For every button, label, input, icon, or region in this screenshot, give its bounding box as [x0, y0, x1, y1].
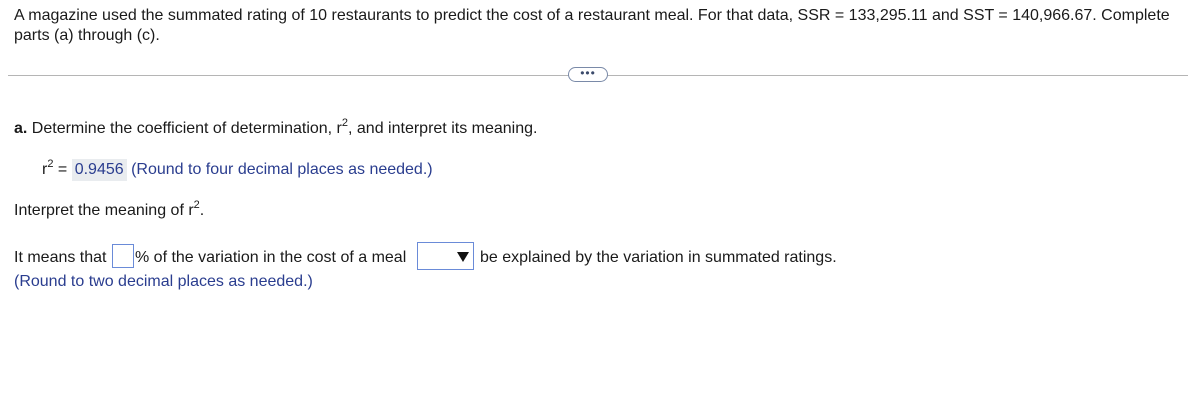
- means-middle-text: % of the variation in the cost of a meal: [135, 249, 407, 266]
- ellipsis-icon: •••: [580, 65, 596, 80]
- problem-text: A magazine used the summated rating of 10 restaurants to predict the cost of a restaurant meal. For that data, SSR = 133,295.11 and SST = 140,966.67. Complete parts (a) through (c).: [14, 7, 1170, 44]
- interpretation-sentence: [14, 244, 1184, 272]
- can-cannot-dropdown[interactable]: [417, 242, 474, 270]
- r2-answer-line: [42, 159, 433, 181]
- problem-statement: [14, 6, 1184, 46]
- r2-rounding-hint: (Round to four decimal places as needed.): [131, 161, 433, 178]
- part-a-label: a.: [14, 120, 28, 137]
- percent-input[interactable]: [112, 244, 134, 268]
- r2-symbol: r: [42, 161, 48, 178]
- r2-exponent: 2: [47, 158, 54, 170]
- means-end-text: be explained by the variation in summated ratings.: [480, 249, 837, 266]
- r2-equals: =: [57, 161, 68, 178]
- interpret-prompt: [14, 201, 204, 221]
- part-a-prompt-before: Determine the coefficient of determination, r: [31, 120, 342, 137]
- interpret-exponent: 2: [193, 199, 200, 211]
- percent-rounding-hint: (Round to two decimal places as needed.): [14, 273, 313, 290]
- interpret-period: .: [199, 202, 205, 219]
- r2-answer-value: 0.9456: [72, 159, 127, 181]
- interpret-text: Interpret the meaning of r: [14, 202, 194, 219]
- part-a-prompt-after: , and interpret its meaning.: [348, 120, 538, 137]
- part-a-exponent: 2: [341, 117, 349, 129]
- means-start-text: It means that: [14, 249, 107, 266]
- part-a-question: [14, 119, 537, 139]
- more-button[interactable]: [568, 67, 608, 82]
- triangle-down-icon: [457, 252, 469, 262]
